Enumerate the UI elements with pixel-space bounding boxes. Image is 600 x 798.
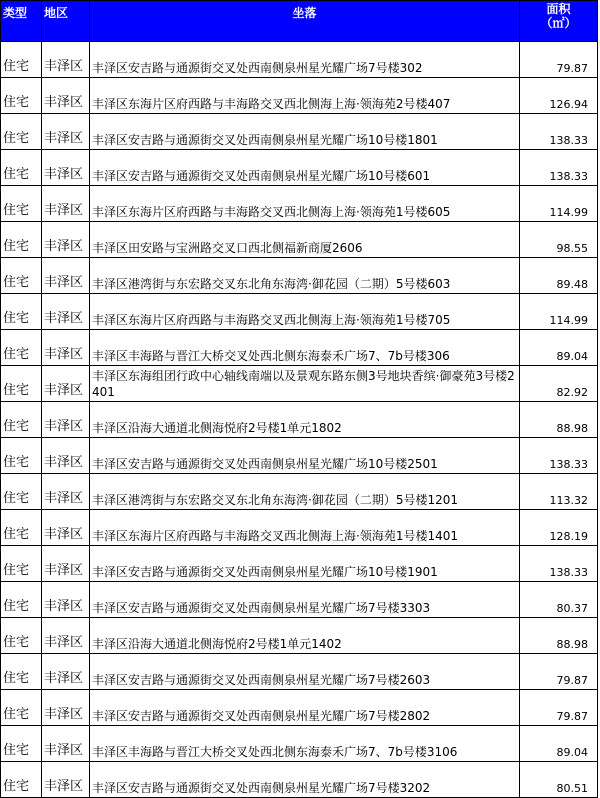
cell-area: 丰泽区 (42, 546, 90, 582)
cell-area: 丰泽区 (42, 654, 90, 690)
cell-size: 79.87 (520, 654, 598, 690)
cell-size: 80.37 (520, 582, 598, 618)
cell-size: 138.33 (520, 546, 598, 582)
cell-size: 79.87 (520, 690, 598, 726)
cell-area: 丰泽区 (42, 294, 90, 330)
cell-area: 丰泽区 (42, 618, 90, 654)
cell-size: 138.33 (520, 150, 598, 186)
cell-area: 丰泽区 (42, 582, 90, 618)
cell-address: 丰泽区东海片区府西路与丰海路交叉西北侧海上海·领海苑1号楼1401 (90, 510, 520, 546)
cell-address: 丰泽区安吉路与通源街交叉处西南侧泉州星光耀广场7号楼3202 (90, 762, 520, 798)
cell-type: 住宅 (1, 186, 42, 222)
table-row (1, 474, 598, 510)
cell-type: 住宅 (1, 114, 42, 150)
table-row (1, 690, 598, 726)
cell-address: 丰泽区沿海大通道北侧海悦府2号楼1单元1402 (90, 618, 520, 654)
cell-area: 丰泽区 (42, 690, 90, 726)
cell-area: 丰泽区 (42, 186, 90, 222)
cell-address: 丰泽区安吉路与通源街交叉处西南侧泉州星光耀广场7号楼2603 (90, 654, 520, 690)
table-row (1, 186, 598, 222)
cell-size: 88.98 (520, 402, 598, 438)
cell-size: 89.48 (520, 258, 598, 294)
cell-type: 住宅 (1, 294, 42, 330)
cell-area: 丰泽区 (42, 42, 90, 78)
cell-size: 128.19 (520, 510, 598, 546)
cell-address: 丰泽区安吉路与通源街交叉处西南侧泉州星光耀广场10号楼1801 (90, 114, 520, 150)
cell-type: 住宅 (1, 582, 42, 618)
cell-address: 丰泽区东海片区府西路与丰海路交叉西北侧海上海·领海苑1号楼705 (90, 294, 520, 330)
cell-size: 138.33 (520, 438, 598, 474)
column-header-type: 类型 (1, 1, 42, 42)
cell-type: 住宅 (1, 546, 42, 582)
table-row (1, 78, 598, 114)
cell-area: 丰泽区 (42, 366, 90, 402)
cell-address: 丰泽区田安路与宝洲路交叉口西北侧福新商厦2606 (90, 222, 520, 258)
cell-address: 丰泽区安吉路与通源街交叉处西南侧泉州星光耀广场10号楼2501 (90, 438, 520, 474)
cell-size: 89.04 (520, 330, 598, 366)
cell-address: 丰泽区东海片区府西路与丰海路交叉西北侧海上海·领海苑2号楼407 (90, 78, 520, 114)
column-header-area: 地区 (42, 1, 90, 42)
cell-size: 114.99 (520, 294, 598, 330)
table-row (1, 42, 598, 78)
cell-area: 丰泽区 (42, 762, 90, 798)
cell-area: 丰泽区 (42, 222, 90, 258)
cell-type: 住宅 (1, 654, 42, 690)
cell-size: 126.94 (520, 78, 598, 114)
cell-address: 丰泽区安吉路与通源街交叉处西南侧泉州星光耀广场10号楼1901 (90, 546, 520, 582)
table-row (1, 222, 598, 258)
table-row (1, 150, 598, 186)
cell-address: 丰泽区沿海大通道北侧海悦府2号楼1单元1802 (90, 402, 520, 438)
cell-type: 住宅 (1, 42, 42, 78)
cell-type: 住宅 (1, 690, 42, 726)
table-row (1, 654, 598, 690)
cell-area: 丰泽区 (42, 510, 90, 546)
cell-type: 住宅 (1, 402, 42, 438)
table-row (1, 402, 598, 438)
cell-type: 住宅 (1, 222, 42, 258)
cell-address: 丰泽区丰海路与晋江大桥交叉处西北侧东海泰禾广场7、7b号楼306 (90, 330, 520, 366)
table-row (1, 546, 598, 582)
cell-address: 丰泽区安吉路与通源街交叉处西南侧泉州星光耀广场10号楼601 (90, 150, 520, 186)
cell-address: 丰泽区安吉路与通源街交叉处西南侧泉州星光耀广场7号楼3303 (90, 582, 520, 618)
cell-address: 丰泽区安吉路与通源街交叉处西南侧泉州星光耀广场7号楼302 (90, 42, 520, 78)
cell-area: 丰泽区 (42, 258, 90, 294)
cell-address: 丰泽区东海组团行政中心轴线南端以及景观东路东侧3号地块香缤·御豪苑3号楼2401 (90, 366, 520, 402)
cell-size: 79.87 (520, 42, 598, 78)
table-row (1, 258, 598, 294)
cell-address: 丰泽区东海片区府西路与丰海路交叉西北侧海上海·领海苑1号楼605 (90, 186, 520, 222)
column-header-size-label: 面积 (546, 2, 571, 16)
table-row (1, 438, 598, 474)
table-header-row (1, 1, 598, 42)
cell-size: 80.51 (520, 762, 598, 798)
column-header-size-unit: （㎡） (540, 16, 577, 30)
table-row (1, 726, 598, 762)
cell-size: 114.99 (520, 186, 598, 222)
table-row (1, 582, 598, 618)
cell-area: 丰泽区 (42, 78, 90, 114)
cell-type: 住宅 (1, 510, 42, 546)
cell-size: 82.92 (520, 366, 598, 402)
cell-type: 住宅 (1, 330, 42, 366)
cell-area: 丰泽区 (42, 330, 90, 366)
cell-address: 丰泽区安吉路与通源街交叉处西南侧泉州星光耀广场7号楼2802 (90, 690, 520, 726)
cell-type: 住宅 (1, 78, 42, 114)
table-row (1, 330, 598, 366)
table-row (1, 366, 598, 402)
cell-type: 住宅 (1, 762, 42, 798)
table-row (1, 114, 598, 150)
cell-type: 住宅 (1, 474, 42, 510)
cell-type: 住宅 (1, 438, 42, 474)
cell-address: 丰泽区港湾街与东宏路交叉东北角东海湾·御花园（二期）5号楼1201 (90, 474, 520, 510)
cell-type: 住宅 (1, 366, 42, 402)
cell-area: 丰泽区 (42, 114, 90, 150)
cell-address: 丰泽区丰海路与晋江大桥交叉处西北侧东海泰禾广场7、7b号楼3106 (90, 726, 520, 762)
cell-type: 住宅 (1, 258, 42, 294)
cell-area: 丰泽区 (42, 438, 90, 474)
cell-size: 113.32 (520, 474, 598, 510)
cell-size: 89.04 (520, 726, 598, 762)
table-row (1, 510, 598, 546)
cell-area: 丰泽区 (42, 474, 90, 510)
cell-area: 丰泽区 (42, 726, 90, 762)
cell-type: 住宅 (1, 618, 42, 654)
cell-size: 138.33 (520, 114, 598, 150)
cell-size: 98.55 (520, 222, 598, 258)
table-row (1, 618, 598, 654)
column-header-size (520, 1, 598, 42)
table-body (1, 42, 598, 798)
cell-address: 丰泽区港湾街与东宏路交叉东北角东海湾·御花园（二期）5号楼603 (90, 258, 520, 294)
cell-type: 住宅 (1, 150, 42, 186)
column-header-address: 坐落 (90, 1, 520, 42)
table-row (1, 294, 598, 330)
cell-size: 88.98 (520, 618, 598, 654)
cell-area: 丰泽区 (42, 150, 90, 186)
cell-area: 丰泽区 (42, 402, 90, 438)
cell-type: 住宅 (1, 726, 42, 762)
table-row (1, 762, 598, 798)
